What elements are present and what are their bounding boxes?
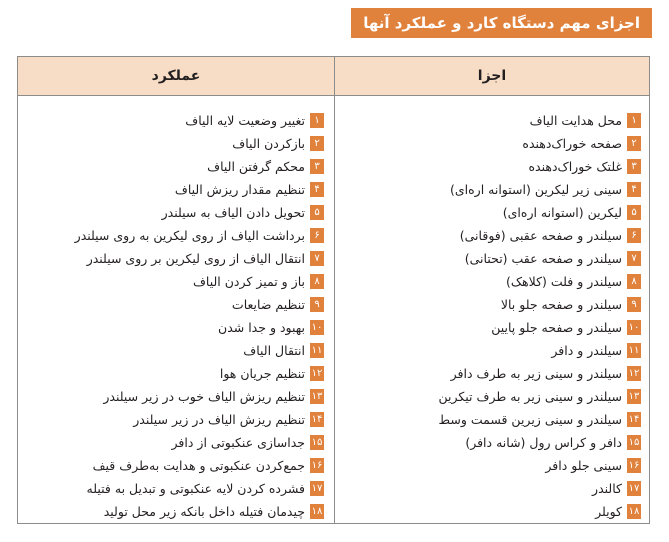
item-number-badge: ۱۱ xyxy=(311,345,323,356)
item-text: سیلندر و سینی زیر به طرف دافر xyxy=(450,366,622,381)
part-item xyxy=(341,155,641,178)
column-divider xyxy=(334,57,335,523)
function-item xyxy=(24,385,324,408)
item-text: سیلندر و صفحه عقب (تحتانی) xyxy=(464,251,622,266)
item-number-badge: ۱۵ xyxy=(311,437,323,448)
header-parts: اجزا xyxy=(477,68,507,84)
item-number-badge: ۷ xyxy=(310,251,324,266)
function-item xyxy=(24,178,324,201)
item-text: سینی زیر لیکرین (استوانه اره‌ای) xyxy=(449,182,622,197)
function-item xyxy=(24,247,324,270)
item-text: سیلندر و سینی زیرین قسمت وسط xyxy=(438,412,622,427)
item-number-badge: ۶ xyxy=(310,228,324,243)
item-text: تغییر وضعیت لایه الیاف xyxy=(185,113,305,128)
item-text: بهبود و جدا شدن xyxy=(218,320,305,335)
item-number-badge: ۱۱ xyxy=(628,345,640,356)
item-number-badge: ۵ xyxy=(627,205,641,220)
part-item xyxy=(341,385,641,408)
item-text: کالندر xyxy=(592,481,622,496)
item-number-badge: ۱۲ xyxy=(628,368,640,379)
item-number-badge: ۳ xyxy=(627,159,641,174)
parts-functions-table xyxy=(17,56,650,524)
part-item xyxy=(341,132,641,155)
item-number-badge: ۱۳ xyxy=(311,391,323,402)
function-item xyxy=(24,316,324,339)
item-text: باز و تمیز کردن الیاف xyxy=(192,274,305,289)
section-title-text: اجزای مهم دستگاه کارد و عملکرد آنها xyxy=(363,14,640,32)
item-number-badge: ۴ xyxy=(627,182,641,197)
item-text: سیلندر و سینی زیر به طرف تیکرین xyxy=(438,389,622,404)
part-item xyxy=(341,477,641,500)
item-text: جمع‌کردن عنکبوتی و هدایت به‌طرف قیف xyxy=(92,458,305,473)
part-item xyxy=(341,454,641,477)
item-number-badge: ۹ xyxy=(627,297,641,312)
item-text: چیدمان فتیله داخل بانکه زیر محل تولید xyxy=(103,504,305,519)
item-number-badge: ۱۰ xyxy=(628,322,640,333)
function-item xyxy=(24,431,324,454)
part-item xyxy=(341,270,641,293)
function-item xyxy=(24,132,324,155)
item-number-badge: ۱۷ xyxy=(628,483,640,494)
item-number-badge: ۲ xyxy=(310,136,324,151)
item-number-badge: ۶ xyxy=(627,228,641,243)
function-item xyxy=(24,224,324,247)
item-number-badge: ۱۶ xyxy=(311,460,323,471)
function-item xyxy=(24,339,324,362)
item-number-badge: ۱۵ xyxy=(628,437,640,448)
item-text: فشرده کردن لایه عنکبوتی و تبدیل به فتیله xyxy=(86,481,305,496)
item-text: محل هدایت الیاف xyxy=(529,113,622,128)
item-number-badge: ۱۳ xyxy=(628,391,640,402)
item-number-badge: ۱۰ xyxy=(311,322,323,333)
function-item xyxy=(24,362,324,385)
item-number-badge: ۵ xyxy=(310,205,324,220)
part-item xyxy=(341,316,641,339)
item-text: انتقال الیاف xyxy=(243,343,305,358)
item-number-badge: ۲ xyxy=(627,136,641,151)
part-item xyxy=(341,339,641,362)
section-title xyxy=(351,8,652,38)
item-number-badge: ۱ xyxy=(627,113,641,128)
item-number-badge: ۴ xyxy=(310,182,324,197)
functions-column xyxy=(24,109,324,523)
function-item xyxy=(24,109,324,132)
part-item xyxy=(341,431,641,454)
item-number-badge: ۱۸ xyxy=(311,506,323,517)
function-item xyxy=(24,155,324,178)
function-item xyxy=(24,201,324,224)
part-item xyxy=(341,293,641,316)
item-text: سیلندر و صفحه جلو بالا xyxy=(500,297,622,312)
item-number-badge: ۹ xyxy=(310,297,324,312)
item-text: انتقال الیاف از روی لیکرین بر روی سیلندر xyxy=(86,251,305,266)
item-text: صفحه خوراک‌دهنده xyxy=(522,136,622,151)
part-item xyxy=(341,109,641,132)
item-number-badge: ۱ xyxy=(310,113,324,128)
item-text: سیلندر و فلت (کلاهک) xyxy=(505,274,622,289)
item-text: تنظیم ریزش الیاف در زیر سیلندر xyxy=(133,412,305,427)
part-item xyxy=(341,247,641,270)
function-item xyxy=(24,293,324,316)
part-item xyxy=(341,224,641,247)
item-text: غلتک خوراک‌دهنده xyxy=(528,159,622,174)
function-item xyxy=(24,454,324,477)
item-text: سیلندر و صفحه عقبی (فوقانی) xyxy=(459,228,622,243)
item-text: بازکردن الیاف xyxy=(232,136,305,151)
item-number-badge: ۷ xyxy=(627,251,641,266)
item-number-badge: ۱۷ xyxy=(311,483,323,494)
item-text: کویلر xyxy=(595,504,622,519)
item-text: دافر و کراس رول (شانه دافر) xyxy=(465,435,622,450)
item-text: تنظیم مقدار ریزش الیاف xyxy=(174,182,305,197)
function-item xyxy=(24,270,324,293)
parts-column xyxy=(341,109,641,523)
function-item xyxy=(24,477,324,500)
part-item xyxy=(341,178,641,201)
part-item xyxy=(341,362,641,385)
item-text: سینی جلو دافر xyxy=(545,458,622,473)
item-number-badge: ۸ xyxy=(310,274,324,289)
item-text: جداسازی عنکبوتی از دافر xyxy=(171,435,305,450)
item-text: سیلندر و دافر xyxy=(551,343,622,358)
item-text: محکم گرفتن الیاف xyxy=(207,159,305,174)
item-number-badge: ۳ xyxy=(310,159,324,174)
item-text: سیلندر و صفحه جلو پایین xyxy=(491,320,622,335)
item-text: لیکرین (استوانه اره‌ای) xyxy=(502,205,622,220)
item-number-badge: ۱۴ xyxy=(311,414,323,425)
item-number-badge: ۱۲ xyxy=(311,368,323,379)
item-number-badge: ۱۴ xyxy=(628,414,640,425)
item-number-badge: ۸ xyxy=(627,274,641,289)
part-item xyxy=(341,500,641,523)
item-text: تنظیم جریان هوا xyxy=(219,366,305,381)
item-text: تحویل دادن الیاف به سیلندر xyxy=(161,205,305,220)
item-number-badge: ۱۶ xyxy=(628,460,640,471)
function-item xyxy=(24,408,324,431)
item-number-badge: ۱۸ xyxy=(628,506,640,517)
item-text: تنظیم ریزش الیاف خوب در زیر سیلندر xyxy=(103,389,305,404)
part-item xyxy=(341,408,641,431)
item-text: برداشت الیاف از روی لیکرین به روی سیلندر xyxy=(74,228,305,243)
header-functions: عملکرد xyxy=(151,68,201,84)
part-item xyxy=(341,201,641,224)
function-item xyxy=(24,500,324,523)
item-text: تنظیم ضایعات xyxy=(231,297,305,312)
